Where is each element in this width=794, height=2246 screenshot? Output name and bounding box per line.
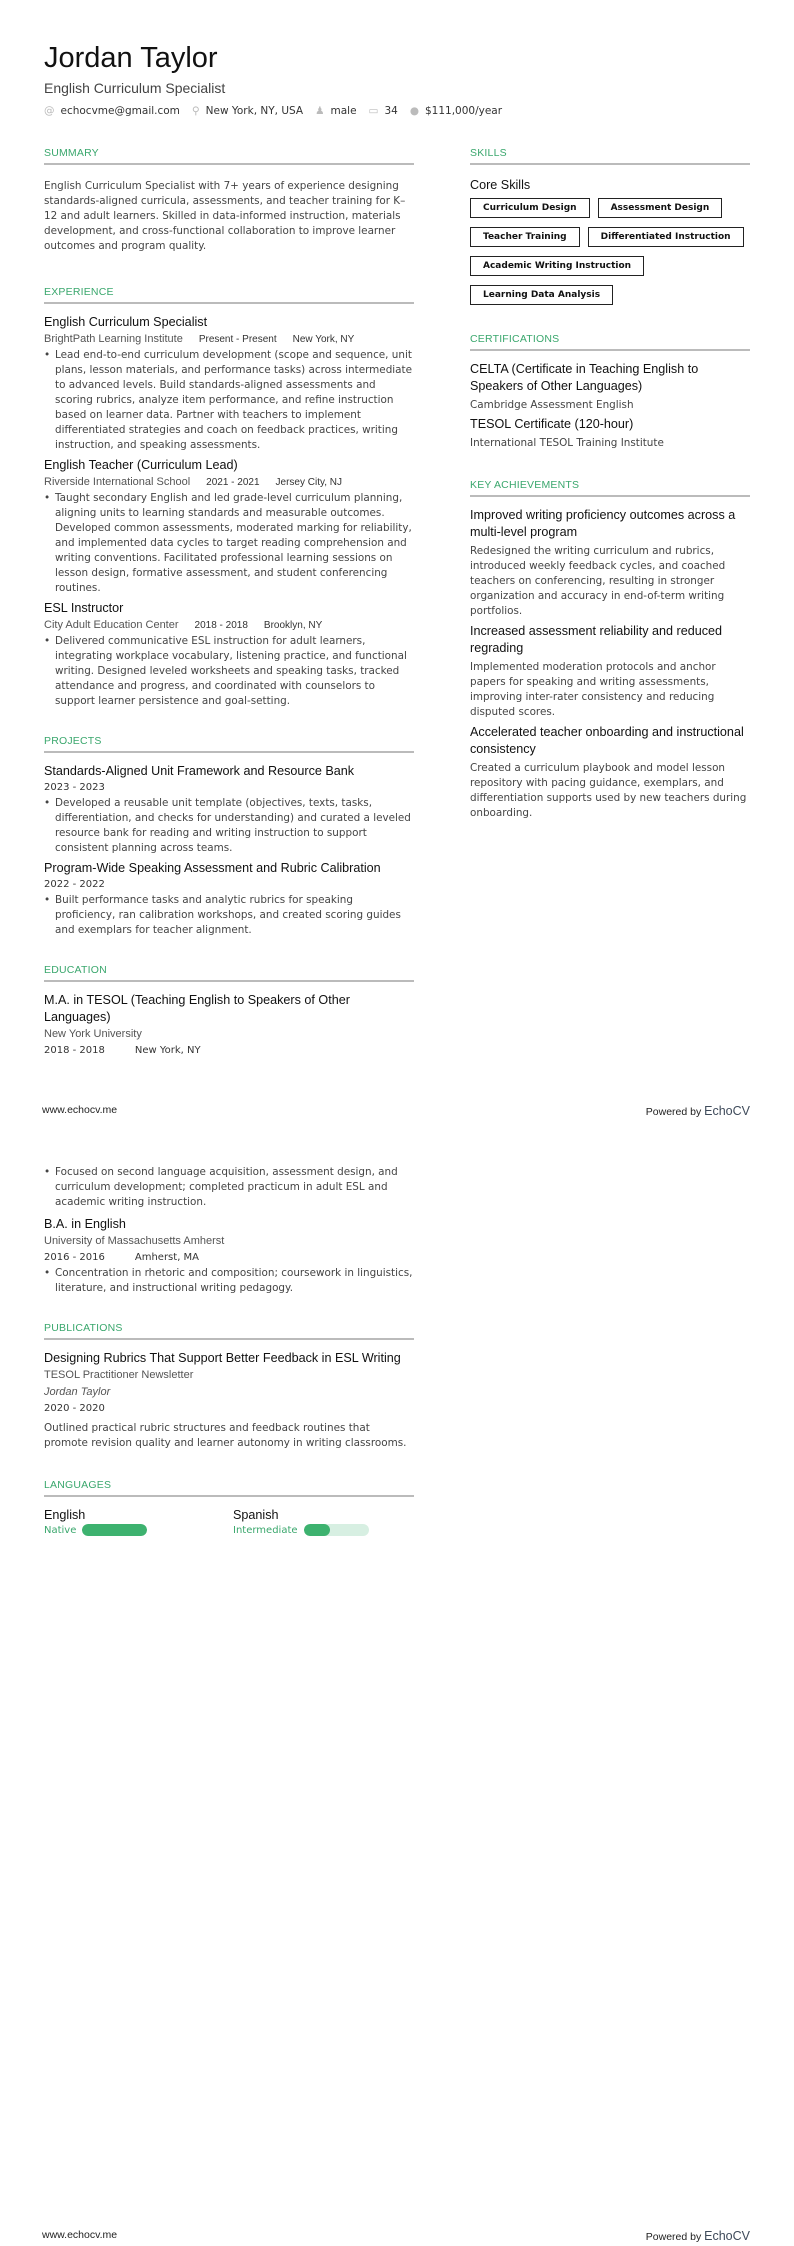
achievement-text: Redesigned the writing curriculum and rubrics, introduced weekly feedback cycles, and coached teachers on conferencing, resulting in stronger organization and accuracy in end-of-term writing portfolios. [470,545,726,617]
certifications-heading: CERTIFICATIONS [470,333,750,351]
achievement-item [470,724,750,821]
person-icon: ♟ [315,105,325,117]
footer-site-link[interactable]: www.echocv.me [42,2229,118,2241]
skills-heading: SKILLS [470,147,750,165]
skill-tag: Academic Writing Instruction [470,256,644,276]
publications-section [44,1322,414,1451]
footer-brand[interactable]: EchoCV [704,2229,750,2243]
language-proficiency-bar [82,1524,147,1536]
cert-name: TESOL Certificate (120-hour) [470,417,634,431]
language-name: Spanish [233,1508,279,1522]
language-level: Intermediate [233,1525,298,1536]
skill-tag: Learning Data Analysis [470,285,613,305]
summary-text: English Curriculum Specialist with 7+ years of experience designing standards-aligned curricula, assessments, and teacher training for K–12 and adult learners. Skilled in data-informed instruction, materials development, and cross-functional collaboration to improve learner outcomes and program quality. [44,180,406,252]
job-title: English Teacher (Curriculum Lead) [44,458,238,472]
project-bullet: • Built performance tasks and analytic rubrics for speaking proficiency, ran calibration workshops, and created scoring guides and exemplars for teacher alignment. [44,893,414,938]
project-item [44,763,414,856]
skills-section [470,147,750,305]
calendar-icon: ▭ [368,105,379,117]
job-bullet: • Delivered communicative ESL instruction for adult learners, integrating workplace vocabulary, listening practice, and functional writing. Designed leveled worksheets and speaking tasks, tracked attendance and progress, and coordinated with counselors to support learner persistence and goal-setting. [44,634,414,709]
language-item [233,1507,369,1536]
project-dates: 2022 - 2022 [44,879,105,890]
language-name: English [44,1508,86,1522]
school: New York University [44,1028,142,1040]
project-bullet: • Developed a reusable unit template (objectives, texts, tasks, differentiation, and checks for understanding) and curated a leveled resource bank for reading and writing instruction to support consistent planning across teams. [44,796,414,856]
certifications-section [470,333,750,451]
publication-text: Outlined practical rubric structures and feedback routines that promote revision quality and learner autonomy in writing classrooms. [44,1422,407,1449]
languages-heading: LANGUAGES [44,1479,414,1497]
location-pin-icon: ⚲ [191,105,200,117]
company: City Adult Education Center [44,619,179,631]
contact-salary: $111,000/year [425,105,503,117]
dollar-icon: ● [409,105,419,117]
experience-item [44,457,414,596]
contact-row [44,105,744,117]
languages-section [44,1479,414,1536]
project-dates: 2023 - 2023 [44,782,105,793]
achievement-title: Accelerated teacher onboarding and instructional consistency [470,725,744,756]
cert-issuer: Cambridge Assessment English [470,399,634,411]
publication-dates: 2020 - 2020 [44,1403,105,1414]
company: Riverside International School [44,476,191,488]
contact-location: New York, NY, USA [205,105,304,117]
education-item [44,1216,414,1296]
edu-bullet: • Focused on second language acquisition, assessment design, and curriculum development; completed practicum in adult ESL and academic writing instruction. [44,1165,414,1210]
experience-item [44,600,414,709]
skill-tag: Assessment Design [598,198,723,218]
degree: B.A. in English [44,1217,126,1231]
education-section [44,964,414,1059]
experience-item [44,314,414,453]
edu-bullet: • Concentration in rhetoric and composition; coursework in linguistics, literature, and instructional writing pedagogy. [44,1266,414,1296]
project-title: Program-Wide Speaking Assessment and Rubric Calibration [44,861,381,875]
page-footer [42,1104,750,1118]
school: University of Massachusetts Amherst [44,1235,225,1247]
candidate-name: Jordan Taylor [44,42,218,74]
publication-author: Jordan Taylor [44,1386,111,1398]
footer-powered: Powered by [645,2231,702,2243]
at-icon: @ [44,105,55,117]
achievement-title: Improved writing proficiency outcomes across a multi-level program [470,508,736,539]
footer-brand[interactable]: EchoCV [704,1104,750,1118]
publication-title: Designing Rubrics That Support Better Feedback in ESL Writing [44,1351,401,1365]
summary-section [44,147,414,254]
achievements-section [470,479,750,821]
edu-dates: 2018 - 2018 [44,1045,105,1056]
cert-name: CELTA (Certificate in Teaching English to Speakers of Other Languages) [470,362,699,393]
experience-heading: EXPERIENCE [44,286,414,304]
candidate-title: English Curriculum Specialist [44,80,226,96]
skill-tag: Teacher Training [470,227,580,247]
skill-tag: Curriculum Design [470,198,590,218]
language-proficiency-bar [304,1524,369,1536]
contact-email[interactable]: echocvme@gmail.com [60,105,180,117]
skills-group-title: Core Skills [470,178,531,192]
projects-section [44,735,414,938]
edu-dates: 2016 - 2016 [44,1252,105,1263]
language-level: Native [44,1525,77,1536]
job-title: ESL Instructor [44,601,124,615]
achievement-title: Increased assessment reliability and reduced regrading [470,624,723,655]
company: BrightPath Learning Institute [44,333,183,345]
contact-age: 34 [384,105,398,117]
project-item [44,860,414,938]
degree: M.A. in TESOL (Teaching English to Speakers of Other Languages) [44,993,350,1024]
language-item [44,1507,233,1536]
publication-publisher: TESOL Practitioner Newsletter [44,1369,194,1381]
page-footer [42,2229,750,2243]
edu-location: New York, NY [134,1045,201,1056]
projects-heading: PROJECTS [44,735,414,753]
achievement-item [470,623,750,720]
job-dates: 2021 - 2021 [206,477,260,488]
edu-location: Amherst, MA [134,1252,200,1263]
job-location: Brooklyn, NY [263,620,323,631]
job-bullet: • Taught secondary English and led grade-level curriculum planning, aligning units to learning standards and measurable outcomes. Developed common assessments, moderated marking for reliability, and implemented data cycles to target reading comprehension and writing conventions. Facilitated professional learning sessions on lesson design, formative assessment, and student conferencing routines. [44,491,414,596]
project-title: Standards-Aligned Unit Framework and Resource Bank [44,764,355,778]
job-location: Jersey City, NJ [275,477,343,488]
skill-tag: Differentiated Instruction [588,227,744,247]
education-heading: EDUCATION [44,964,414,982]
achievement-text: Created a curriculum playbook and model lesson repository with pacing guidance, exemplars, and differentiation supports used by new teachers during onboarding. [470,762,747,819]
experience-section [44,286,414,709]
contact-gender: male [330,105,357,117]
cert-issuer: International TESOL Training Institute [470,437,664,449]
resume-page-2 [0,1123,794,2246]
summary-heading: SUMMARY [44,147,414,165]
job-bullet: • Lead end-to-end curriculum development (scope and sequence, unit plans, lesson materials, and performance tasks) across intermediate to advanced levels. Build standards-aligned assessments and scoring rubrics, analyze item performance, and refine instruction based on learner data. Partner with teachers to implement differentiated strategies and coach on feedback practices, writing instruction, and speaking assessments. [44,348,414,453]
job-title: English Curriculum Specialist [44,315,208,329]
footer-powered: Powered by [645,1106,702,1118]
job-dates: 2018 - 2018 [194,620,248,631]
footer-site-link[interactable]: www.echocv.me [42,1104,118,1116]
achievements-heading: KEY ACHIEVEMENTS [470,479,750,497]
job-location: New York, NY [292,334,355,345]
job-dates: Present - Present [198,334,277,345]
publications-heading: PUBLICATIONS [44,1322,414,1340]
achievement-text: Implemented moderation protocols and anchor papers for speaking and writing assessments, improving inter-rater consistency and reducing disputed scores. [470,661,716,718]
achievement-item [470,507,750,619]
